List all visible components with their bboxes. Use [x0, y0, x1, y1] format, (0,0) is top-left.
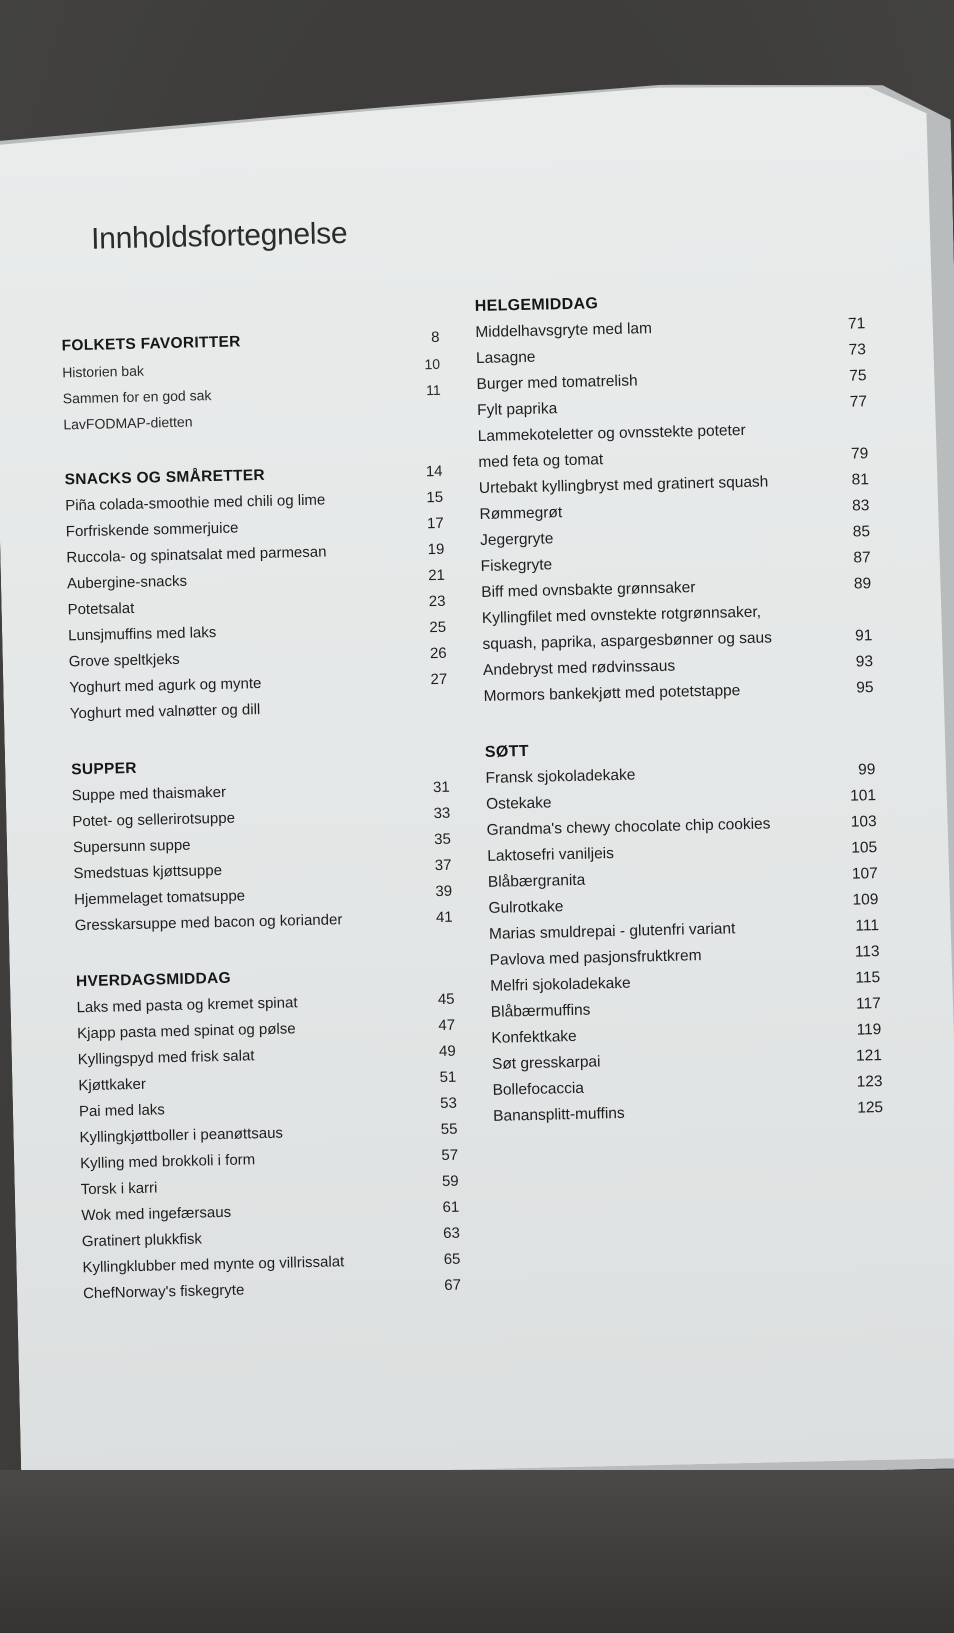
entry-page-number: 121 [855, 1047, 883, 1065]
section-heading-text: FOLKETS FAVORITTER [61, 333, 241, 355]
entry-title: Smedstuas kjøttsuppe [73, 861, 223, 883]
section-heading-text: SØTT [484, 742, 529, 761]
entry-title: med feta og tomat [478, 451, 604, 472]
page-title: Innholdsfortegnelse [90, 216, 348, 256]
entry-title: Gulrotkake [488, 898, 564, 917]
entry-title: Bollefocaccia [492, 1079, 585, 1099]
entry-title: Kylling med brokkoli i form [79, 1151, 256, 1173]
entry-title: Lunsjmuffins med laks [67, 624, 217, 645]
book-page [0, 78, 954, 1489]
entry-page-number: 65 [443, 1250, 461, 1269]
entry-title: Banansplitt-muffins [492, 1104, 625, 1125]
entry-title: Kyllingspyd med frisk salat [77, 1047, 255, 1069]
entry-title: Ostekake [485, 794, 552, 813]
entry-title: Konfektkake [491, 1027, 577, 1047]
entry-title: Wok med ingefærsaus [81, 1203, 232, 1225]
entry-page-number: 101 [849, 787, 877, 805]
entry-page-number: 57 [441, 1146, 459, 1165]
entry-page-number: 21 [428, 566, 446, 585]
entry-title: Fiskegryte [480, 556, 553, 575]
entry-title: Grove speltkjeks [68, 650, 180, 671]
entry-page-number: 103 [850, 813, 877, 831]
toc-section [61, 325, 441, 438]
entry-page-number: 119 [856, 1021, 882, 1039]
entry-page-number: 75 [849, 367, 867, 385]
entry-title: Middelhavsgryte med lam [475, 320, 653, 342]
entry-title: Søt gresskarpai [491, 1053, 601, 1073]
toc-section [64, 459, 448, 728]
entry-page-number: 55 [440, 1120, 458, 1139]
entry-page-number: 83 [851, 497, 870, 515]
entry-page-number: 35 [434, 830, 452, 849]
entry-title: Gresskarsuppe med bacon og koriander [74, 911, 343, 935]
entry-page-number: 49 [438, 1042, 456, 1061]
entry-page-number: 87 [853, 549, 871, 567]
entry-page-number: 51 [439, 1068, 457, 1087]
entry-page-number: 85 [852, 523, 871, 541]
entry-page-number: 115 [855, 969, 881, 987]
section-page-number: 8 [430, 328, 440, 347]
entry-page-number: 53 [440, 1094, 458, 1113]
entry-page-number: 95 [856, 679, 874, 697]
entry-page-number: 125 [857, 1098, 884, 1117]
entry-page-number: 27 [430, 670, 448, 689]
section-heading-text: SUPPER [71, 759, 137, 779]
entry-title: Piña colada-smoothie med chili og lime [65, 491, 326, 515]
toc-section [71, 749, 453, 940]
entry-title: Biff med ovnsbakte grønnsaker [481, 579, 696, 601]
entry-title: Aubergine-snacks [66, 572, 188, 593]
entry-page-number: 26 [429, 644, 447, 663]
entry-title: Kjapp pasta med spinat og pølse [77, 1020, 296, 1043]
entry-title: Torsk i karri [80, 1179, 158, 1199]
entry-title: Blåbærmuffins [490, 1001, 591, 1021]
right-column [475, 285, 885, 1160]
section-heading-text: SNACKS OG SMÅRETTER [64, 466, 266, 489]
entry-title: Kyllingklubber med mynte og villrissalat [82, 1253, 345, 1277]
entry-page-number: 10 [424, 355, 441, 373]
entry-title: Grandma's chewy chocolate chip cookies [486, 815, 771, 839]
entry-page-number: 33 [433, 804, 451, 823]
entry-title: Historien bak [62, 362, 145, 381]
toc-content [0, 78, 954, 1489]
entry-page-number: 31 [432, 778, 450, 797]
entry-page-number: 77 [849, 393, 868, 411]
entry-page-number: 107 [851, 865, 878, 883]
entry-title: Kyllingkjøttboller i peanøttsaus [79, 1124, 284, 1147]
entry-title: Burger med tomatrelish [476, 372, 638, 394]
entry-page-number: 123 [856, 1073, 883, 1091]
entry-title: Melfri sjokoladekake [490, 974, 631, 995]
entry-title: LavFODMAP-dietten [63, 413, 193, 433]
entry-title: Fransk sjokoladekake [485, 766, 636, 787]
entry-title: Kjøttkaker [78, 1075, 147, 1095]
entry-page-number: 67 [444, 1276, 462, 1294]
entry-title: Lammekoteletter og ovnsstekte poteter [477, 421, 746, 446]
entry-page-number: 89 [853, 575, 872, 593]
section-heading-text: HVERDAGSMIDDAG [75, 969, 232, 991]
entry-page-number: 111 [855, 917, 880, 935]
entry-title: Mormors bankekjøtt med potetstappe [483, 682, 741, 705]
toc-section [475, 285, 874, 710]
entry-title: Ruccola- og spinatsalat med parmesan [66, 543, 327, 567]
entry-title: Jegergryte [479, 530, 554, 549]
toc-section [76, 961, 462, 1307]
entry-page-number: 25 [429, 618, 447, 637]
entry-title: Hjemmelaget tomatsuppe [73, 887, 246, 909]
left-column [61, 325, 462, 1337]
toc-section [485, 731, 884, 1130]
entry-page-number: 41 [435, 908, 453, 927]
entry-title: Yoghurt med agurk og mynte [69, 674, 262, 697]
entry-title: Potet- og sellerirotsuppe [72, 809, 236, 831]
entry-page-number: 117 [855, 995, 881, 1013]
entry-page-number: 15 [426, 488, 444, 507]
entry-title: Marias smuldrepai - glutenfri variant [488, 920, 736, 943]
entry-title: Lasagne [475, 348, 536, 368]
entry-page-number: 19 [427, 540, 445, 559]
entry-title: Pavlova med pasjonsfruktkrem [489, 947, 702, 969]
entry-page-number: 79 [850, 445, 869, 463]
entry-page-number: 11 [425, 381, 441, 399]
entry-page-number: 45 [437, 990, 455, 1009]
entry-title: Urtebakt kyllingbryst med gratinert squash [478, 473, 769, 498]
section-page-number: 14 [425, 462, 443, 481]
entry-page-number: 91 [854, 627, 873, 645]
entry-title: Pai med laks [78, 1101, 166, 1121]
entry-page-number [844, 614, 872, 615]
entry-page-number: 71 [847, 315, 866, 333]
entry-page-number: 109 [852, 891, 879, 909]
entry-page-number: 61 [442, 1198, 460, 1217]
entry-page-number: 113 [854, 943, 880, 961]
entry-title: Rømmegrøt [479, 504, 563, 523]
entry-page-number: 63 [442, 1224, 461, 1243]
entry-page-number [413, 421, 441, 422]
entry-page-number: 39 [435, 882, 453, 901]
entry-title: Supersunn suppe [72, 836, 191, 857]
entry-title: Laks med pasta og kremet spinat [76, 994, 298, 1017]
entry-page-number: 81 [851, 471, 870, 489]
entry-page-number: 73 [848, 341, 867, 359]
entry-page-number: 105 [851, 839, 878, 857]
entry-title: Suppe med thaismaker [71, 783, 227, 805]
entry-title: Potetsalat [67, 599, 135, 619]
entry-page-number: 93 [855, 653, 874, 671]
entry-page-number: 23 [428, 592, 446, 611]
entry-page-number: 59 [441, 1172, 459, 1191]
entry-title: Blåbærgranita [487, 871, 586, 891]
entry-page-number: 17 [426, 514, 444, 533]
entry-title: Forfriskende sommerjuice [65, 519, 239, 541]
entry-title: Yoghurt med valnøtter og dill [69, 701, 261, 723]
entry-title: Laktosefri vaniljeis [487, 845, 615, 865]
entry-title: Kyllingfilet med ovnstekte rotgrønnsaker, [481, 603, 762, 627]
bottom-table-area [0, 1470, 954, 1633]
section-heading-text: HELGEMIDDAG [474, 295, 599, 316]
entry-title: squash, paprika, aspargesbønner og saus [482, 629, 773, 653]
entry-title: Fylt paprika [476, 400, 558, 420]
entry-page-number [840, 432, 868, 433]
entry-page-number: 37 [434, 856, 452, 875]
entry-page-number: 99 [857, 761, 876, 779]
entry-title: Gratinert plukkfisk [81, 1230, 203, 1251]
entry-title: Andebryst med rødvinssaus [482, 657, 676, 679]
entry-page-number [420, 710, 448, 711]
entry-title: Sammen for en god sak [62, 387, 212, 407]
entry-title: ChefNorway's fiskegryte [82, 1281, 245, 1303]
entry-page-number: 47 [438, 1016, 456, 1035]
